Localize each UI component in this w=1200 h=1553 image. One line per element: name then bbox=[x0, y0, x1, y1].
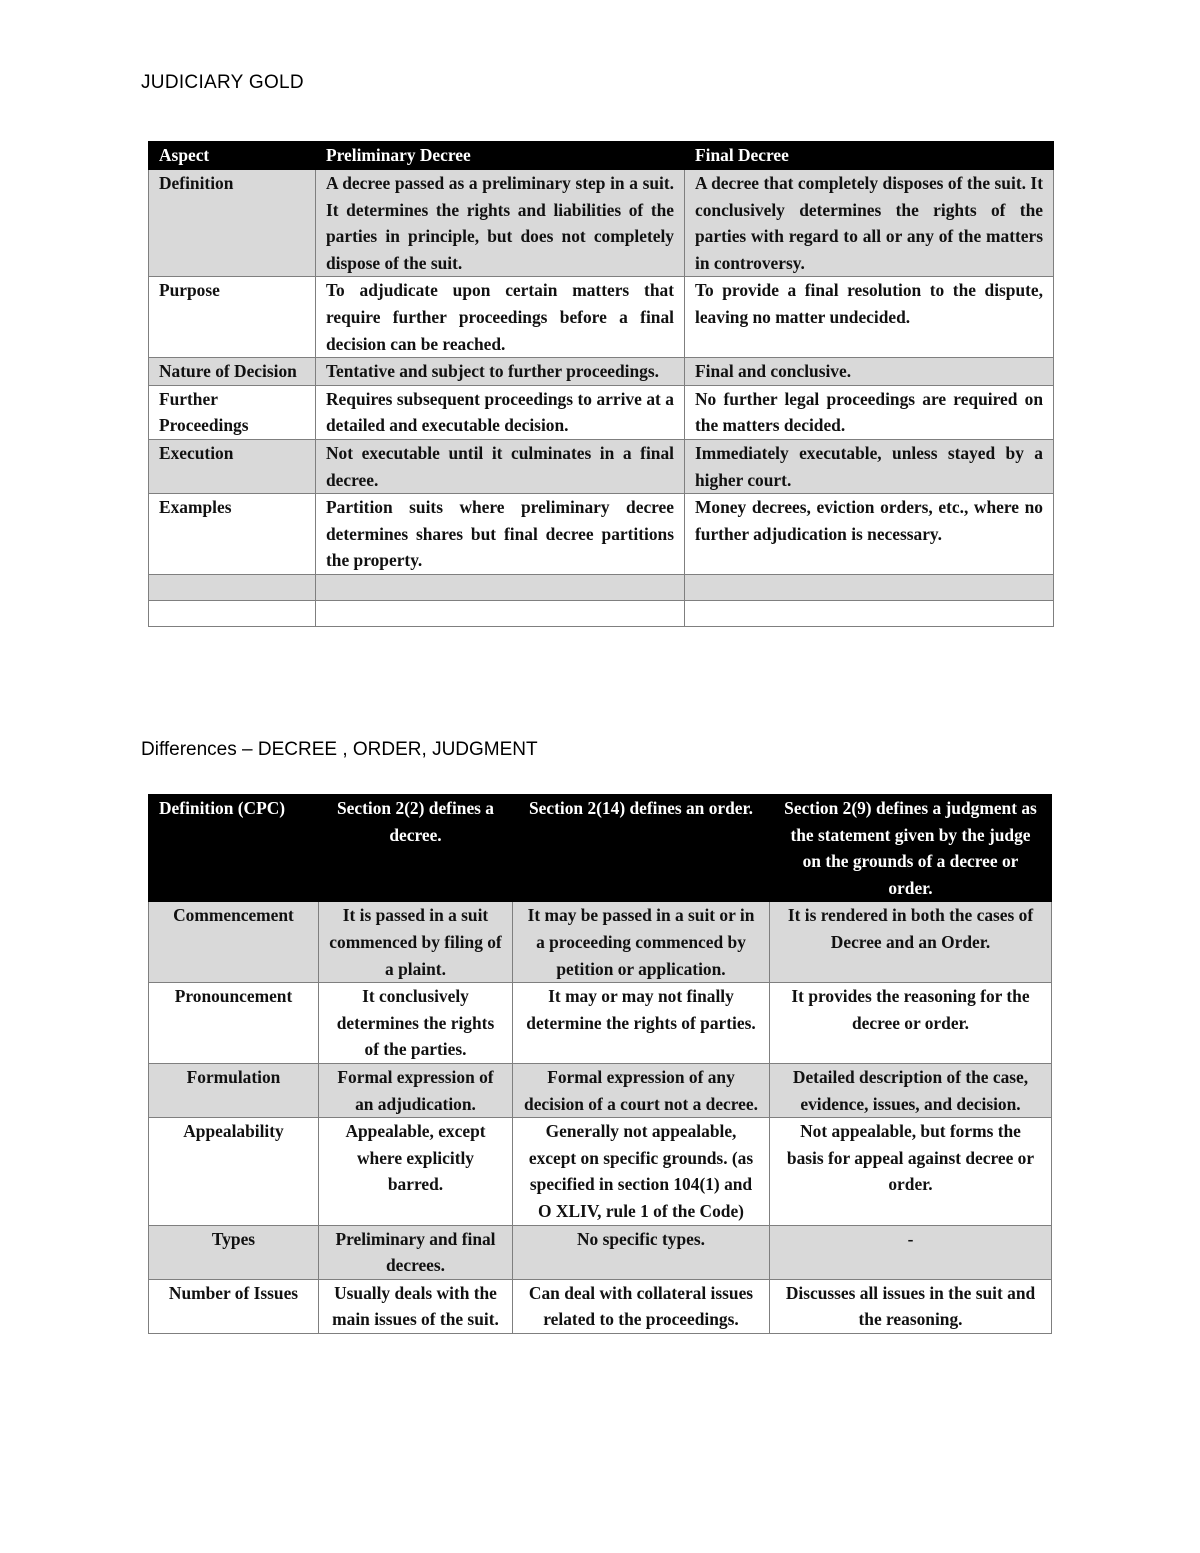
table-header-row bbox=[149, 795, 1052, 902]
table-cell: Can deal with collateral issues related to the proceedings. bbox=[513, 1279, 770, 1333]
table-cell: Partition suits where preliminary decree determines shares but final decree partitions the property. bbox=[316, 494, 685, 575]
table-cell: Usually deals with the main issues of the suit. bbox=[319, 1279, 513, 1333]
table-row bbox=[149, 1118, 1052, 1225]
empty-cell bbox=[316, 574, 685, 600]
table-cell: It may or may not finally determine the rights of parties. bbox=[513, 983, 770, 1064]
table-cell: To adjudicate upon certain matters that require further proceedings before a final decision can be reached. bbox=[316, 277, 685, 358]
table-row bbox=[149, 170, 1054, 277]
table-cell: To provide a final resolution to the dispute, leaving no matter undecided. bbox=[685, 277, 1054, 358]
table-cell: Not executable until it culminates in a final decree. bbox=[316, 439, 685, 493]
table-cell: A decree passed as a preliminary step in a suit. It determines the rights and liabilities of the parties in principle, but does not completely dispose of the suit. bbox=[316, 170, 685, 277]
table-cell: Appealable, except where explicitly barred. bbox=[319, 1118, 513, 1225]
decree-order-judgment-table bbox=[148, 794, 1052, 1334]
column-header: Section 2(2) defines a decree. bbox=[319, 795, 513, 902]
table-cell: Generally not appealable, except on specific grounds. (as specified in section 104(1) and O XLIV, rule 1 of the Code) bbox=[513, 1118, 770, 1225]
column-header: Definition (CPC) bbox=[149, 795, 319, 902]
table-cell: Final and conclusive. bbox=[685, 358, 1054, 386]
column-header: Final Decree bbox=[685, 142, 1054, 170]
table-header-row bbox=[149, 142, 1054, 170]
row-label: Further Proceedings bbox=[149, 385, 316, 439]
table-row bbox=[149, 1063, 1052, 1117]
table-row bbox=[149, 1279, 1052, 1333]
table-cell: Not appealable, but forms the basis for appeal against decree or order. bbox=[770, 1118, 1052, 1225]
table-cell: It provides the reasoning for the decree or order. bbox=[770, 983, 1052, 1064]
row-label: Pronouncement bbox=[149, 983, 319, 1064]
row-label: Commencement bbox=[149, 902, 319, 983]
table-cell: No further legal proceedings are required on the matters decided. bbox=[685, 385, 1054, 439]
table-row bbox=[149, 358, 1054, 386]
row-label: Number of Issues bbox=[149, 1279, 319, 1333]
empty-cell bbox=[685, 574, 1054, 600]
table-cell: A decree that completely disposes of the suit. It conclusively determines the rights of the parties with regard to all or any of the matters in controversy. bbox=[685, 170, 1054, 277]
table-cell: It conclusively determines the rights of the parties. bbox=[319, 983, 513, 1064]
empty-row bbox=[149, 574, 1054, 600]
table-cell: - bbox=[770, 1225, 1052, 1279]
row-label: Purpose bbox=[149, 277, 316, 358]
table-cell: It is rendered in both the cases of Decree and an Order. bbox=[770, 902, 1052, 983]
table-row bbox=[149, 902, 1052, 983]
row-label: Types bbox=[149, 1225, 319, 1279]
section-title: Differences – DECREE , ORDER, JUDGMENT bbox=[141, 739, 538, 760]
column-header: Section 2(9) defines a judgment as the statement given by the judge on the grounds of a decree or order. bbox=[770, 795, 1052, 902]
row-label: Definition bbox=[149, 170, 316, 277]
row-label: Examples bbox=[149, 494, 316, 575]
table-cell: Formal expression of any decision of a court not a decree. bbox=[513, 1063, 770, 1117]
table-row bbox=[149, 277, 1054, 358]
column-header: Section 2(14) defines an order. bbox=[513, 795, 770, 902]
table-cell: Preliminary and final decrees. bbox=[319, 1225, 513, 1279]
table-row bbox=[149, 385, 1054, 439]
table-row bbox=[149, 439, 1054, 493]
table-cell: No specific types. bbox=[513, 1225, 770, 1279]
column-header: Aspect bbox=[149, 142, 316, 170]
empty-cell bbox=[685, 600, 1054, 626]
table-cell: Money decrees, eviction orders, etc., where no further adjudication is necessary. bbox=[685, 494, 1054, 575]
table-cell: Detailed description of the case, evidence, issues, and decision. bbox=[770, 1063, 1052, 1117]
table-row bbox=[149, 1225, 1052, 1279]
empty-cell bbox=[149, 574, 316, 600]
table-cell: Requires subsequent proceedings to arrive at a detailed and executable decision. bbox=[316, 385, 685, 439]
page-header: JUDICIARY GOLD bbox=[141, 72, 304, 93]
table-cell: Discusses all issues in the suit and the reasoning. bbox=[770, 1279, 1052, 1333]
table-cell: Formal expression of an adjudication. bbox=[319, 1063, 513, 1117]
table-row bbox=[149, 494, 1054, 575]
row-label: Nature of Decision bbox=[149, 358, 316, 386]
table-cell: It is passed in a suit commenced by filing of a plaint. bbox=[319, 902, 513, 983]
row-label: Formulation bbox=[149, 1063, 319, 1117]
table-row bbox=[149, 983, 1052, 1064]
empty-row bbox=[149, 600, 1054, 626]
empty-cell bbox=[316, 600, 685, 626]
table-cell: Tentative and subject to further proceedings. bbox=[316, 358, 685, 386]
decree-comparison-table bbox=[148, 141, 1054, 627]
row-label: Execution bbox=[149, 439, 316, 493]
row-label: Appealability bbox=[149, 1118, 319, 1225]
column-header: Preliminary Decree bbox=[316, 142, 685, 170]
empty-cell bbox=[149, 600, 316, 626]
table-cell: It may be passed in a suit or in a proceeding commenced by petition or application. bbox=[513, 902, 770, 983]
table-cell: Immediately executable, unless stayed by a higher court. bbox=[685, 439, 1054, 493]
